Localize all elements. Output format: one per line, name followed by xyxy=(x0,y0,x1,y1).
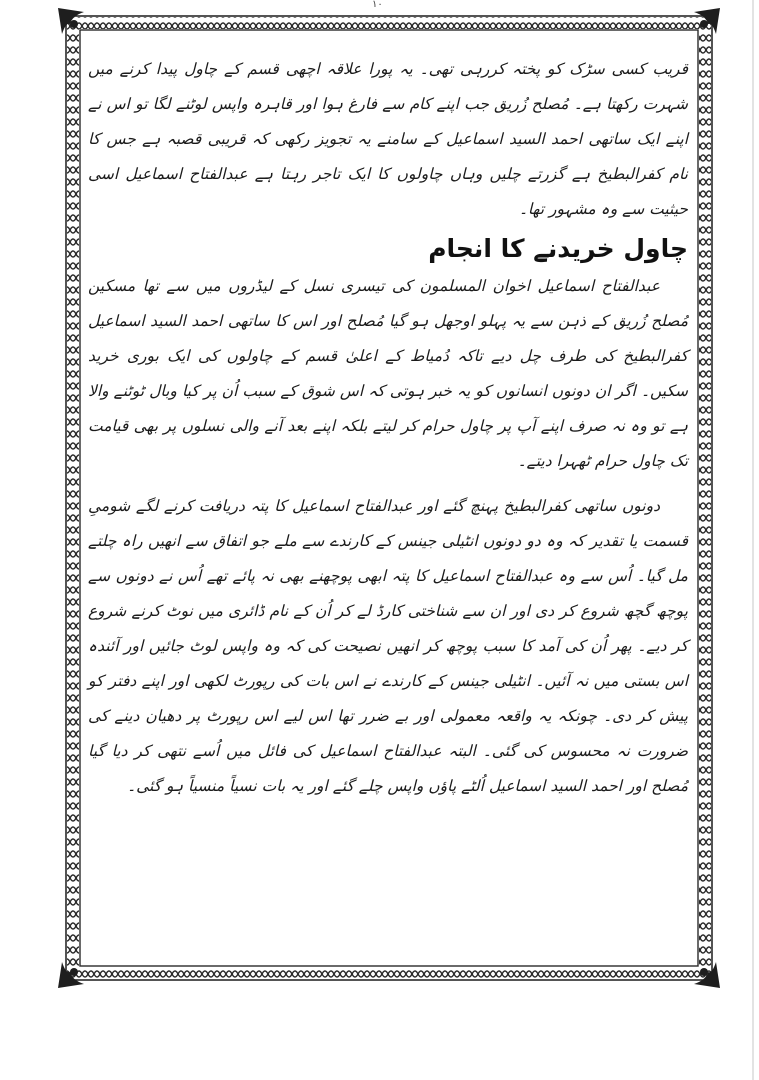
paragraph-spacer xyxy=(88,479,688,489)
scan-edge xyxy=(752,0,754,1080)
paragraph-1: قریب کسی سڑک کو پختہ کررہی تھی۔ یہ پورا علاقہ اچھی قسم کے چاول پیدا کرنے میں شہرت رکھتا ہے۔ مُصلح زُریق جب اپنے کام سے فارغ ہوا اور قاہرہ واپس لوٹنے لگا تو اس نے اپنے ایک ساتھی احمد السید اسماعیل کے سامنے یہ تجویز رکھی کہ قریبی قصبہ ہے جس کا نام کفرالبطیخ ہے گزرتے چلیں وہاں چاولوں کا ایک تاجر رہتا ہے عبدالفتاح اسماعیل اسی حیثیت سے وہ مشہور تھا۔ xyxy=(88,60,688,218)
page-number: ۱۰ xyxy=(372,0,383,10)
section-heading: چاول خریدنے کا انجام xyxy=(428,234,688,263)
paragraph-3: دونوں ساتھی کفرالبطیخ پہنچ گئے اور عبدالفتاح اسماعیل کا پتہ دریافت کرنے لگے شومیِ قسمت یا تقدیر کہ وہ دو دونوں انٹیلی جینس کے کارندے سے ملے جو اتفاق سے انھیں راہ چلتے مل گیا۔ اُس سے وہ عبدالفتاح اسماعیل کا پتہ ابھی پوچھنے بھی نہ پائے تھے اُس نے دونوں سے پوچھ گچھ شروع کر دی اور ان سے شناختی کارڈ لے کر اُن کے نام ڈائری میں نوٹ کرنے شروع کر دیے۔ پھر اُن کی آمد کا سبب پوچھ کر انھیں نصیحت کی کہ وہ واپس لوٹ جائیں اور آئندہ اس بستی میں نہ آئیں۔ انٹیلی جینس کے کارندے نے اس بات کی رپورٹ لکھی اور اپنے دفتر کو پیش کر دی۔ چونکہ یہ واقعہ معمولی اور بے ضرر تھا اس لیے اس رپورٹ پر دھیان دینے کی ضرورت نہ محسوس کی گئی۔ البتہ عبدالفتاح اسماعیل کی فائل میں اُسے نتھی کر دیا گیا مُصلح اور احمد السید اسماعیل اُلٹے پاؤں واپس چلے گئے اور یہ بات نسیاً منسیاً ہو گئی۔ xyxy=(88,497,688,795)
page-text xyxy=(88,52,688,952)
ornamental-border-frame xyxy=(58,8,720,988)
paragraph-2: عبدالفتاح اسماعیل اخوان المسلمون کی تیسری نسل کے لیڈروں میں سے تھا مسکین مُصلح زُریق کے ذہن سے یہ پہلو اوجھل ہو گیا مُصلح اور اس کا ساتھی احمد السید اسماعیل کفرالبطیخ کی طرف چل دیے تاکہ دُمیاط کے اعلیٰ قسم کے چاولوں کی ایک بوری خرید سکیں۔ اگر ان دونوں انسانوں کو یہ خبر ہوتی کہ اس شوق کے سبب اُن پر کیا وبال ٹوٹنے والا ہے تو وہ نہ صرف اپنے آپ پر چاول حرام کر لیتے بلکہ اپنے بعد آنے والی نسلوں پر بھی قیامت تک چاول حرام ٹھہرا دیتے۔ xyxy=(88,277,688,470)
